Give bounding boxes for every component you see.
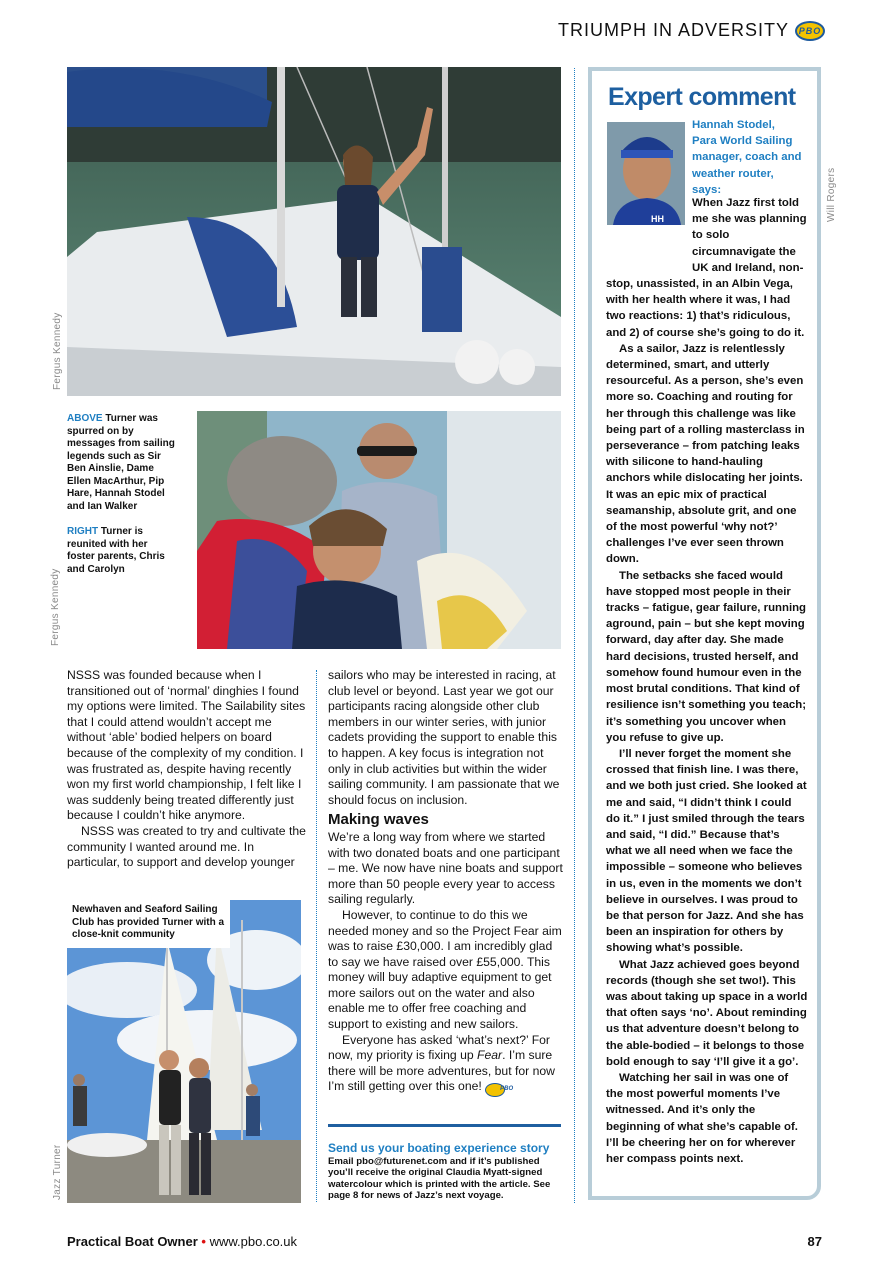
- caption-above-key: ABOVE: [67, 413, 103, 424]
- svg-text:HH: HH: [651, 214, 664, 224]
- expert-comment-title: Expert comment: [608, 83, 796, 111]
- photo-sailing-club-caption: [67, 900, 230, 948]
- footer-magazine: [67, 1234, 297, 1249]
- cta-email-label: Email: [328, 1156, 354, 1167]
- col2-paragraph-4: [328, 1033, 563, 1098]
- expert-paragraph-2: As a sailor, Jazz is relentlessly determined, smart, and utterly resourceful. As a person, she’s even more so. Coaching and routing for her through this challenge was like being part of a rolling masterclass in perseverance – from patching leaks with silicone to hand-hauling anchors while dislocating her joints. It was an epic mix of practical seamanship, absolute grit, and one of the most powerful ‘why not?’ challenges I’ve ever seen thrown down.: [606, 342, 805, 566]
- expert-paragraph-5: What Jazz achieved goes beyond records (though she set two!). This was about taking up space in a world that often says ‘no’. About reminding us that adventure doesn’t belong to the able-bodied – it belongs to those bold enough to say ‘I’ll give it a go’.: [606, 958, 808, 1068]
- story-submission-box: [328, 1124, 561, 1202]
- expert-paragraph-3: The setbacks she faced would have stopped most people in their tracks – fatigue, gear failure, running aground, pain – but she kept moving forward, day after day. She made hard decisions, trusted herself, and somehow found humour even in the most brutal conditions. That kind of resilience isn’t something you teach; it’s something you uncover when you refuse to give up.: [606, 569, 807, 744]
- portrait-wrap-spacer: [606, 165, 692, 263]
- expert-name: Hannah Stodel, Para World Sailing manager, coach and weather router, says:: [692, 119, 802, 196]
- caption-right-text: Turner is reunited with her foster parents, Chris and Carolyn: [67, 526, 165, 575]
- col1-paragraph-1: NSSS was founded because when I transitioned out of ‘normal’ dinghies I found my options were limited. The Sailability sites that I could attend wouldn’t accept me without ‘able’ bodied helpers on board because of the complexity of my condition. I was frustrated as, despite having recently won my first world championship, I felt like I was suddenly being treated differently just because I couldn’t hike anymore.: [67, 668, 306, 823]
- footer-magazine-name: Practical Boat Owner: [67, 1234, 198, 1249]
- photo-sailor-waving: [67, 67, 561, 396]
- subhead-making-waves: Making waves: [328, 811, 429, 829]
- photo-sailing-club-caption-text: Newhaven and Seaford Sailing Club has provided Turner with a close-knit community: [72, 904, 225, 940]
- photo-sailor-waving-illustration: [67, 67, 561, 396]
- photo-captions: [67, 413, 175, 589]
- col2-paragraph-3: However, to continue to do this we needed money and so the Project Fear aim was to raise £30,000. I am incredibly glad to say we have raised over £55,000. This money will buy adaptive equipment to get more sailors out on the water and also enable me to offer free coaching and support to existing and new sailors.: [328, 907, 562, 1032]
- photo-reunion-illustration: [197, 411, 561, 649]
- expert-comment-text: [606, 195, 808, 1167]
- column-divider: [316, 670, 317, 1202]
- col2-p4-emphasis: Fear: [477, 1048, 503, 1063]
- footer-url[interactable]: www.pbo.co.uk: [209, 1234, 298, 1249]
- col1-paragraph-2: NSSS was created to try and cultivate the community I wanted around me. In particular, to support and develop younger: [67, 823, 306, 870]
- photo-credit-3: Jazz Turner: [52, 1144, 63, 1200]
- section-title-text: TRIUMPH IN ADVERSITY: [557, 20, 789, 40]
- expert-photo-credit: Will Rogers: [826, 167, 837, 222]
- expert-paragraph-4: I’ll never forget the moment she crossed that finish line. I was there, and we both just cried. She looked at me and said, “I didn’t think I could do it.” I just smiled through the tears and said, “I did.” Because that’s what we all need when we face the impossible – someone who believes in us, even in the moments we don’t believe in ourselves. I was proud to be that person for Jazz. And she has been an inspiration for others by showing what’s possible.: [606, 747, 807, 955]
- body-column-2: [328, 668, 563, 1097]
- expert-paragraph-1: When Jazz first told me she was planning to solo circumnavigate the UK and Ireland, non-stop, unassisted, in an Albin Vega, with her health where it was, I had two reactions: 1) that’s ridiculous, and 2) of course she’s going to do it.: [606, 197, 807, 339]
- col2-paragraph-1: sailors who may be interested in racing, at club level or beyond. Last year we got our participants racing alongside other club members in our winter series, with junior cadets providing the support to enable this to happen. A key focus is integration not only in club activities but within the wider sailing community. I am passionate that we should focus on inclusion.: [328, 668, 560, 807]
- sidebar-divider: [574, 68, 575, 1203]
- caption-right-key: RIGHT: [67, 526, 99, 537]
- cta-text: [328, 1156, 561, 1202]
- photo-credit-1: Fergus Kennedy: [52, 312, 63, 390]
- cta-body: and if it’s published you’ll receive the original Claudia Myatt-signed watercolour which is printed with the article. See page 8 for news of Jazz’s next voyage.: [328, 1156, 551, 1202]
- col2-paragraph-2: We’re a long way from where we started with two donated boats and one participant – me. We now have nine boats and support more than 50 people every year to access sailing regularly.: [328, 829, 563, 907]
- expert-comment-box: [588, 67, 821, 1200]
- footer-separator: •: [201, 1234, 206, 1249]
- photo-reunion: [197, 411, 561, 649]
- col2-p4-part-a: Everyone has asked ‘what’s next?’ For now, my priority is fixing up: [328, 1032, 550, 1063]
- caption-above-text: Turner was spurred on by messages from sailing legends such as Sir Ben Ainslie, Dame Ellen MacArthur, Pip Hare, Hannah Stodel and Ian Walker: [67, 413, 175, 512]
- caption-above: [67, 413, 175, 513]
- expert-paragraph-6: Watching her sail in was one of the most powerful moments I’ve witnessed. And it’s only the beginning of what she’s capable of. I’ll be cheering her on for wherever her compass points next.: [606, 1071, 798, 1165]
- page-number: 87: [807, 1234, 822, 1249]
- caption-right: [67, 526, 175, 576]
- end-mark-pbo-logo: PBO: [485, 1083, 505, 1097]
- col2-p4-part-b: . I’m sure there will be more adventures, but for now I’m still getting over this one!: [328, 1048, 555, 1094]
- cta-title: Send us your boating experience story: [328, 1141, 550, 1155]
- photo-credit-2: Fergus Kennedy: [50, 568, 61, 646]
- cta-email-link[interactable]: pbo@futurenet.com: [356, 1156, 448, 1167]
- section-title: [558, 20, 825, 41]
- pbo-logo: PBO: [795, 21, 825, 41]
- body-column-1: [67, 668, 307, 871]
